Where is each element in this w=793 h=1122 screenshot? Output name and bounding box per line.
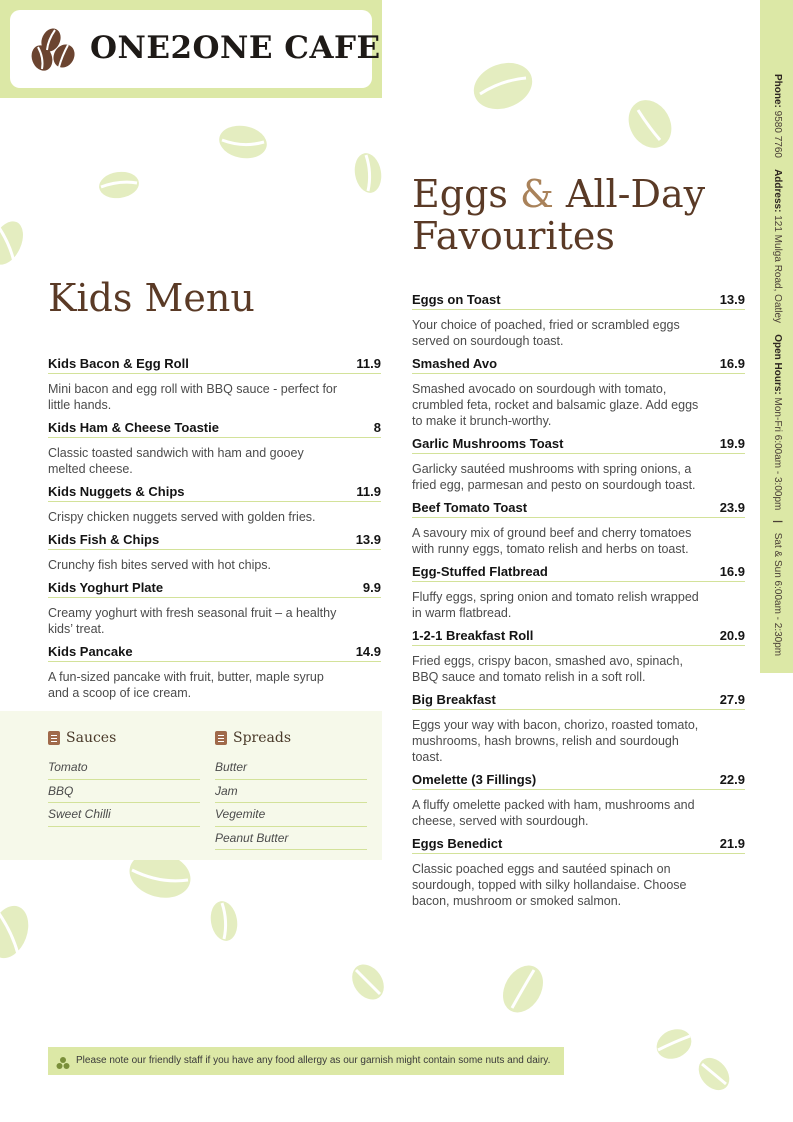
kids-menu-list <box>48 356 381 708</box>
header-band <box>0 0 382 98</box>
spreads-list <box>215 729 367 850</box>
coffee-bean-icon <box>0 904 30 960</box>
item-description: Classic poached eggs and sautéed spinach on sourdough, topped with silky hollandaise. Choose bacon, mushroom or smoked salmon. <box>412 862 687 908</box>
item-description: A fluffy omelette packed with ham, mushrooms and cheese, served with sourdough. <box>412 798 695 828</box>
item-description: Classic toasted sandwich with ham and gooey melted cheese. <box>48 446 304 476</box>
item-name: Kids Yoghurt Plate <box>48 580 164 595</box>
menu-item <box>412 356 745 436</box>
item-description: Eggs your way with bacon, chorizo, roasted tomato, mushrooms, hash browns, relish and sourdough toast. <box>412 718 699 764</box>
document-icon <box>215 731 227 745</box>
menu-item <box>48 532 381 580</box>
menu-item <box>412 692 745 772</box>
item-price: 11.9 <box>356 356 381 371</box>
item-description: Crispy chicken nuggets served with golden fries. <box>48 510 316 524</box>
kids-menu-title: Kids Menu <box>48 276 255 320</box>
allergy-icon <box>56 1054 70 1068</box>
menu-item <box>48 580 381 644</box>
list-item: Jam <box>215 780 367 804</box>
item-name: Eggs on Toast <box>412 292 501 307</box>
item-price: 16.9 <box>719 356 745 371</box>
coffee-bean-icon <box>350 962 386 1002</box>
eggs-title-part1: Eggs <box>412 172 520 216</box>
coffee-bean-icon <box>218 124 268 160</box>
phone-number: 9580 7760 <box>772 110 783 158</box>
item-price: 9.9 <box>362 580 381 595</box>
item-price: 8 <box>373 420 381 435</box>
item-name: Garlic Mushrooms Toast <box>412 436 564 451</box>
item-name: Big Breakfast <box>412 692 496 707</box>
coffee-bean-icon <box>0 218 24 268</box>
list-item: Sweet Chilli <box>48 803 200 827</box>
allergy-note <box>48 1047 564 1075</box>
coffee-bean-icon <box>472 62 534 110</box>
allergy-note-text: Please note our friendly staff if you have any food allergy as our garnish might contain some nuts and dairy. <box>76 1055 551 1066</box>
list-item: BBQ <box>48 780 200 804</box>
coffee-bean-icon <box>696 1056 732 1092</box>
item-price: 13.9 <box>719 292 745 307</box>
hours-weekday: Mon-Fri 6:00am - 3:00pm <box>772 397 783 511</box>
menu-item <box>412 772 745 836</box>
sauces-list <box>48 729 200 827</box>
list-item: Butter <box>215 756 367 780</box>
item-name: Kids Nuggets & Chips <box>48 484 185 499</box>
eggs-title-part2: All-Day Favourites <box>412 172 706 258</box>
menu-item <box>412 564 745 628</box>
item-description: Smashed avocado on sourdough with tomato, crumbled feta, rocket and balsamic glaze. Add eggs to make it brunch-worthy. <box>412 382 699 428</box>
item-description: Creamy yoghurt with fresh seasonal fruit – a healthy kids’ treat. <box>48 606 337 636</box>
eggs-title-amp: & <box>519 172 554 216</box>
menu-item <box>48 644 381 708</box>
menu-item <box>412 436 745 500</box>
menu-item <box>412 628 745 692</box>
menu-item <box>48 420 381 484</box>
address-label: Address: <box>772 169 783 213</box>
coffee-bean-icon <box>500 964 546 1014</box>
item-price: 27.9 <box>719 692 745 707</box>
item-name: Kids Fish & Chips <box>48 532 160 547</box>
item-description: Your choice of poached, fried or scrambled eggs served on sourdough toast. <box>412 318 680 348</box>
address-text: 121 Mulga Road, Oatley <box>772 215 783 324</box>
menu-item <box>412 836 745 916</box>
coffee-bean-icon <box>98 170 140 200</box>
coffee-bean-icon <box>654 1026 694 1062</box>
menu-item <box>412 500 745 564</box>
menu-item <box>48 356 381 420</box>
sauces-title: Sauces <box>66 730 117 746</box>
eggs-menu-list <box>412 292 745 916</box>
item-name: Beef Tomato Toast <box>412 500 528 515</box>
item-price: 11.9 <box>356 484 381 499</box>
item-description: A fun-sized pancake with fruit, butter, maple syrup and a scoop of ice cream. <box>48 670 324 700</box>
item-name: Egg-Stuffed Flatbread <box>412 564 548 579</box>
eggs-menu-title <box>412 174 742 258</box>
item-description: Crunchy fish bites served with hot chips. <box>48 558 272 572</box>
item-name: 1-2-1 Breakfast Roll <box>412 628 534 643</box>
phone-label: Phone: <box>772 74 783 108</box>
item-price: 13.9 <box>355 532 381 547</box>
brand-name: ONE2ONE CAFE <box>90 30 381 66</box>
item-name: Kids Bacon & Egg Roll <box>48 356 189 371</box>
item-description: A savoury mix of ground beef and cherry tomatoes with runny eggs, tomato relish and herbs on toast. <box>412 526 692 556</box>
hours-separator: | <box>772 520 783 523</box>
coffee-bean-icon <box>208 900 240 942</box>
extras-panel <box>0 711 382 860</box>
spreads-title: Spreads <box>233 730 292 746</box>
document-icon <box>48 731 60 745</box>
item-name: Omelette (3 Fillings) <box>412 772 537 787</box>
coffee-bean-icon <box>626 98 674 150</box>
menu-item <box>412 292 745 356</box>
coffee-bean-icon <box>352 152 384 194</box>
item-price: 23.9 <box>719 500 745 515</box>
item-price: 20.9 <box>719 628 745 643</box>
item-description: Fluffy eggs, spring onion and tomato relish wrapped in warm flatbread. <box>412 590 699 620</box>
item-description: Fried eggs, crispy bacon, smashed avo, spinach, BBQ sauce and tomato relish in a soft roll. <box>412 654 683 684</box>
item-price: 16.9 <box>719 564 745 579</box>
item-description: Mini bacon and egg roll with BBQ sauce - perfect for little hands. <box>48 382 338 412</box>
list-item: Peanut Butter <box>215 827 367 851</box>
hours-weekend: Sat & Sun 6:00am - 2:30pm <box>772 532 783 657</box>
item-price: 22.9 <box>719 772 745 787</box>
item-name: Kids Ham & Cheese Toastie <box>48 420 219 435</box>
item-name: Smashed Avo <box>412 356 498 371</box>
item-price: 19.9 <box>719 436 745 451</box>
item-name: Eggs Benedict <box>412 836 503 851</box>
logo <box>10 10 381 88</box>
item-price: 21.9 <box>719 836 745 851</box>
item-description: Garlicky sautéed mushrooms with spring onions, a fried egg, parmesan and pesto on sourdough toast. <box>412 462 696 492</box>
contact-info <box>768 74 786 657</box>
list-item: Tomato <box>48 756 200 780</box>
hours-label: Open Hours: <box>772 334 783 395</box>
contact-bar <box>760 0 793 673</box>
menu-item <box>48 484 381 532</box>
item-price: 14.9 <box>355 644 381 659</box>
coffee-beans-icon <box>26 26 76 72</box>
list-item: Vegemite <box>215 803 367 827</box>
item-name: Kids Pancake <box>48 644 133 659</box>
